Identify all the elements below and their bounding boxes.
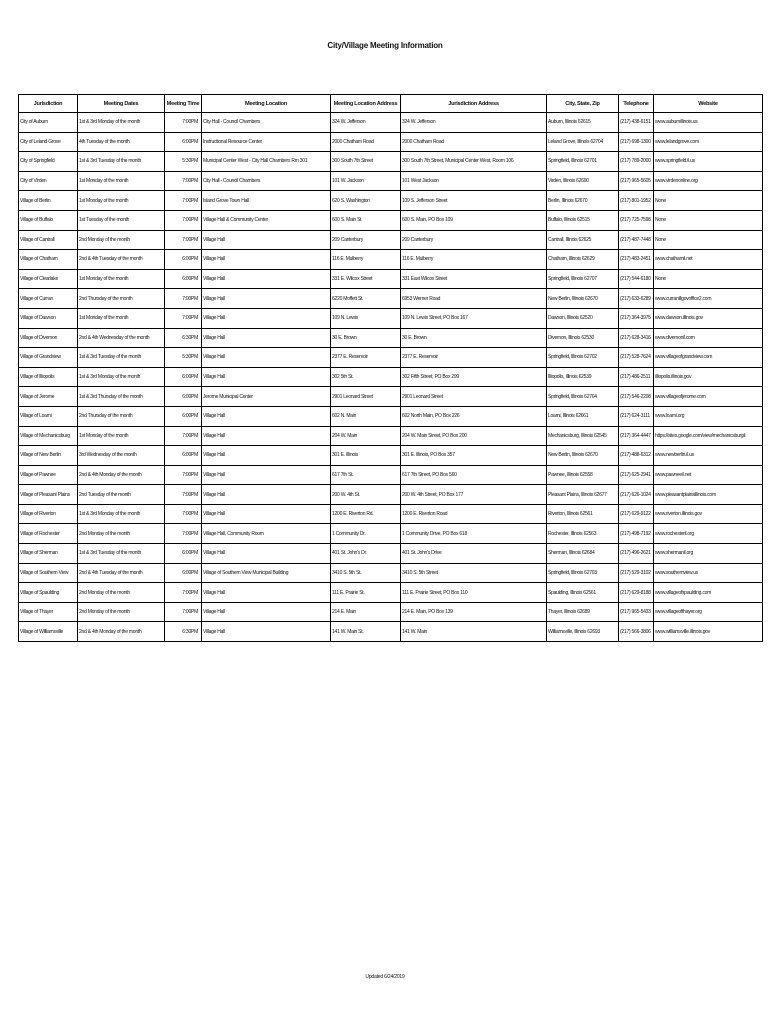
meeting-location-cell: Village Hall [202,308,331,328]
meeting-dates-cell: 1st & 3rd Monday of the month [78,113,165,133]
website-cell: www.pawneeil.net [654,465,763,485]
jurisdiction-address-cell: 602 North Main, PO Box 226 [401,406,547,426]
meeting-time-cell: 6:00PM [165,269,202,289]
table-row [19,113,763,133]
jurisdiction-cell: Village of Mechanicsburg [19,426,78,446]
table-row [19,269,763,289]
jurisdiction-address-cell: 301 E. Illinois, PO Box 357 [401,446,547,466]
meeting-dates-cell: 1st & 3rd Tuesday of the month [78,544,165,564]
jurisdiction-address-cell: 331 East Wilcox Street [401,269,547,289]
meeting-location-cell: Village Hall [202,583,331,603]
website-cell: www.pleasantplainsillinois.com [654,485,763,505]
meeting-time-cell: 7:00PM [165,210,202,230]
table-row [19,348,763,368]
meeting-address-cell: 111 E. Prairie St. [331,583,401,603]
meeting-address-cell: 214 E. Main [331,602,401,622]
meeting-dates-cell: 1st Monday of the month [78,171,165,191]
city-state-zip-cell: Thayer, Illinois 62689 [547,602,619,622]
city-state-zip-cell: Leland Grove, Illinois 62704 [547,132,619,152]
meeting-location-cell: Village Hall [202,622,331,642]
telephone-cell: (217) 725-7598 [619,210,654,230]
meeting-time-cell: 7:00PM [165,504,202,524]
city-state-zip-cell: Williamsville, Illinois 62693 [547,622,619,642]
meeting-time-cell: 6:00PM [165,250,202,270]
jurisdiction-address-cell: 324 W. Jefferson [401,113,547,133]
jurisdiction-cell: Village of Grandview [19,348,78,368]
meeting-location-cell: Municipal Center West - City Hall Chambers Rm 301 [202,152,331,172]
meeting-address-cell: 324 W. Jefferson [331,113,401,133]
meeting-time-cell: 7:00PM [165,485,202,505]
website-cell: None [654,269,763,289]
telephone-cell: (217) 488-6312 [619,446,654,466]
meeting-time-cell: 6:00PM [165,387,202,407]
city-state-zip-cell: Illiopolis, Illinois 62539 [547,367,619,387]
jurisdiction-address-cell: 6953 Werner Road [401,289,547,309]
jurisdiction-address-cell: 204 W. Main Street, PO Box 200 [401,426,547,446]
meeting-location-cell: Village Hall [202,544,331,564]
meeting-table [18,94,763,642]
website-cell: www.loami.org [654,406,763,426]
jurisdiction-cell: Village of Curran [19,289,78,309]
meeting-time-cell: 7:00PM [165,426,202,446]
updated-footer: Updated 6/24/2019 [365,974,405,980]
meeting-time-cell: 6:30PM [165,622,202,642]
jurisdiction-cell: City of Auburn [19,113,78,133]
website-cell: www.villageofjerome.com [654,387,763,407]
jurisdiction-cell: Village of Thayer [19,602,78,622]
meeting-address-cell: 600 S. Main St [331,210,401,230]
meeting-location-cell: City Hall - Council Chambers [202,171,331,191]
meeting-dates-cell: 1st Monday of the month [78,191,165,211]
jurisdiction-address-cell: 214 E. Main, PO Box 139 [401,602,547,622]
city-state-zip-cell: Springfield, Illinois 62707 [547,269,619,289]
website-cell: www.chathamil.net [654,250,763,270]
meeting-location-cell: City Hall - Council Chambers [202,113,331,133]
header-row [19,95,763,113]
jurisdiction-cell: Village of Chatham [19,250,78,270]
meeting-time-cell: 7:00PM [165,583,202,603]
jurisdiction-cell: Village of Pawnee [19,465,78,485]
city-state-zip-cell: New Berlin, Illinois 62670 [547,289,619,309]
meeting-address-cell: 2901 Leonard Street [331,387,401,407]
meeting-dates-cell: 1st & 3rd Monday of the month [78,504,165,524]
website-cell: www.divernonil.com [654,328,763,348]
meeting-location-cell: Village Hall [202,406,331,426]
table-row [19,387,763,407]
meeting-dates-cell: 1st Monday of the month [78,308,165,328]
meeting-address-cell: 209 Canterbury [331,230,401,250]
column-header: Meeting Time [165,95,202,113]
meeting-dates-cell: 2nd & 4th Tuesday of the month [78,563,165,583]
jurisdiction-cell: Village of Southern View [19,563,78,583]
city-state-zip-cell: Divernon, Illinois 62530 [547,328,619,348]
meeting-time-cell: 7:00PM [165,171,202,191]
meeting-dates-cell: 2nd Monday of the month [78,602,165,622]
city-state-zip-cell: Springfield, Illinois 62702 [547,348,619,368]
jurisdiction-address-cell: 116 E. Mulberry [401,250,547,270]
jurisdiction-address-cell: 2000 Chatham Road [401,132,547,152]
table-row [19,191,763,211]
jurisdiction-cell: Village of Pleasant Plains [19,485,78,505]
table-row [19,485,763,505]
meeting-dates-cell: 1st & 3rd Tuesday of the month [78,152,165,172]
website-cell: www.williamsville.illinois.gov [654,622,763,642]
telephone-cell: (217) 629-9122 [619,504,654,524]
telephone-cell: (217) 529-3102 [619,563,654,583]
column-header: City, State, Zip [547,95,619,113]
website-cell: www.curranillgovoffice2.com [654,289,763,309]
meeting-dates-cell: 1st & 3rd Tuesday of the month [78,348,165,368]
meeting-dates-cell: 1st & 3rd Thursday of the month [78,387,165,407]
meeting-address-cell: 204 W. Main [331,426,401,446]
table-row [19,583,763,603]
telephone-cell: (217) 624-3111 [619,406,654,426]
meeting-address-cell: 6220 Moffett St. [331,289,401,309]
meeting-address-cell: 2000 Chatham Road [331,132,401,152]
jurisdiction-cell: Village of Sherman [19,544,78,564]
meeting-location-cell: Village Hall [202,367,331,387]
meeting-dates-cell: 2nd Thursday of the month [78,289,165,309]
meeting-location-cell: Village Hall [202,426,331,446]
meeting-dates-cell: 3rd Wednesday of the month [78,446,165,466]
telephone-cell: (217) 364-4447 [619,426,654,446]
jurisdiction-cell: City of Leland Grove [19,132,78,152]
jurisdiction-address-cell: 401 St. John's Drive [401,544,547,564]
table-row [19,367,763,387]
meeting-time-cell: 7:00PM [165,289,202,309]
city-state-zip-cell: Buffalo, Illinois 62515 [547,210,619,230]
meeting-dates-cell: 2nd & 4th Monday of the month [78,465,165,485]
city-state-zip-cell: Cantrall, Illinois 62625 [547,230,619,250]
city-state-zip-cell: Dawson, Illinois 62520 [547,308,619,328]
website-cell: None [654,210,763,230]
meeting-address-cell: 331 E. Wilcox Street [331,269,401,289]
website-cell: www.southernview.us [654,563,763,583]
meeting-dates-cell: 1st Tuesday of the month [78,210,165,230]
meeting-time-cell: 6:00PM [165,563,202,583]
jurisdiction-address-cell: 200 W. 4th Street, PO Box 177 [401,485,547,505]
telephone-cell: (217) 566-3806 [619,622,654,642]
website-cell: www.dawson.illinois.gov [654,308,763,328]
meeting-address-cell: 300 South 7th Street [331,152,401,172]
website-cell: www.rochesteril.org [654,524,763,544]
city-state-zip-cell: Chatham, Illinois 62629 [547,250,619,270]
table-row [19,289,763,309]
meeting-time-cell: 5:30PM [165,152,202,172]
jurisdiction-address-cell: 209 Canterbury [401,230,547,250]
telephone-cell: (217) 801-1952 [619,191,654,211]
website-cell: illiopolis.illinois.gov [654,367,763,387]
table-row [19,446,763,466]
jurisdiction-cell: Village of Cantrall [19,230,78,250]
meeting-time-cell: 6:00PM [165,132,202,152]
meeting-location-cell: Instructional Resource Center [202,132,331,152]
website-cell: None [654,191,763,211]
meeting-dates-cell: 1st Monday of the month [78,269,165,289]
jurisdiction-address-cell: 2901 Leonard Street [401,387,547,407]
city-state-zip-cell: Virden, Illinois 62690 [547,171,619,191]
meeting-address-cell: 109 N. Lewis [331,308,401,328]
jurisdiction-cell: Village of Buffalo [19,210,78,230]
column-header: Jurisdiction [19,95,78,113]
website-cell: None [654,230,763,250]
telephone-cell: (217) 487-7448 [619,230,654,250]
meeting-address-cell: 620 S. Washington [331,191,401,211]
city-state-zip-cell: Auburn, Illinois 62615 [547,113,619,133]
website-cell: www.villageofgrandview.com [654,348,763,368]
jurisdiction-address-cell: 300 South 7th Street, Municipal Center West, Room 106 [401,152,547,172]
city-state-zip-cell: Berlin, Illinois 62670 [547,191,619,211]
jurisdiction-address-cell: 1 Community Drive, PO Box 618 [401,524,547,544]
table-row [19,132,763,152]
column-header: Meeting Location [202,95,331,113]
telephone-cell: (217) 546-2208 [619,387,654,407]
table-row [19,171,763,191]
table-row [19,230,763,250]
meeting-time-cell: 7:00PM [165,524,202,544]
website-cell: www.villageofspaulding.com [654,583,763,603]
table-row [19,465,763,485]
table-body [19,113,763,642]
telephone-cell: (217) 364-3975 [619,308,654,328]
meeting-dates-cell: 2nd & 4th Tuesday of the month [78,250,165,270]
jurisdiction-cell: Village of Jerome [19,387,78,407]
meeting-address-cell: 141 W. Main St. [331,622,401,642]
table-row [19,308,763,328]
telephone-cell: (217) 965-5605 [619,171,654,191]
meeting-dates-cell: 2nd Tuesday of the month [78,485,165,505]
meeting-location-cell: Village Hall [202,230,331,250]
telephone-cell: (217) 438-6151 [619,113,654,133]
meeting-location-cell: Village Hall [202,289,331,309]
jurisdiction-address-cell: 2377 E. Reservoir [401,348,547,368]
meeting-time-cell: 7:00PM [165,230,202,250]
city-state-zip-cell: Sherman, Illinois 62684 [547,544,619,564]
city-state-zip-cell: New Berlin, Illinois 62670 [547,446,619,466]
city-state-zip-cell: Pawnee, Illinois 62558 [547,465,619,485]
meeting-location-cell: Village of Southern View Municipal Building [202,563,331,583]
jurisdiction-cell: City of Springfield [19,152,78,172]
meeting-dates-cell: 2nd Monday of the month [78,583,165,603]
city-state-zip-cell: Springfield, Illinois 62703 [547,563,619,583]
website-cell: www.springfield.il.us [654,152,763,172]
meeting-dates-cell: 2nd & 4th Wednesday of the month [78,328,165,348]
jurisdiction-address-cell: 1200 E. Riverton Road [401,504,547,524]
telephone-cell: (217) 628-3416 [619,328,654,348]
telephone-cell: (217) 496-2621 [619,544,654,564]
column-header: Jurisdiction Address [401,95,547,113]
table-row [19,210,763,230]
telephone-cell: (217) 789-2000 [619,152,654,172]
city-state-zip-cell: Rochester, Illinois 62563 [547,524,619,544]
city-state-zip-cell: Spaulding, Illinois 62561 [547,583,619,603]
meeting-address-cell: 602 N. Main [331,406,401,426]
telephone-cell: (217) 633-6289 [619,289,654,309]
table-row [19,328,763,348]
telephone-cell: (217) 965-5433 [619,602,654,622]
jurisdiction-address-cell: 141 W. Main [401,622,547,642]
telephone-cell: (217) 698-1300 [619,132,654,152]
meeting-location-cell: Village Hall, Community Room [202,524,331,544]
meeting-dates-cell: 2nd Thursday of the month [78,406,165,426]
column-header: Website [654,95,763,113]
jurisdiction-cell: City of Virden [19,171,78,191]
meeting-dates-cell: 1st Monday of the month [78,426,165,446]
meeting-time-cell: 7:00PM [165,465,202,485]
meeting-location-cell: Village Hall [202,465,331,485]
meeting-location-cell: Village Hall [202,328,331,348]
meeting-address-cell: 302 5th St. [331,367,401,387]
meeting-address-cell: 401 St. John's Dr. [331,544,401,564]
meeting-location-cell: Village Hall [202,348,331,368]
column-header: Meeting Location Address [331,95,401,113]
meeting-address-cell: 1 Community Dr. [331,524,401,544]
telephone-cell: (217) 486-2511 [619,367,654,387]
jurisdiction-cell: Village of Clearlake [19,269,78,289]
website-cell: www.lelandgrove.com [654,132,763,152]
telephone-cell: (217) 483-2451 [619,250,654,270]
jurisdiction-address-cell: 617 7th Street, PO Box 560 [401,465,547,485]
website-cell: www.auburnillinois.us [654,113,763,133]
jurisdiction-cell: Village of Dawson [19,308,78,328]
jurisdiction-address-cell: 302 Fifth Street, PO Box 299 [401,367,547,387]
jurisdiction-address-cell: 3410 S. 5th Street [401,563,547,583]
website-cell: https://sites.google.com/view/mechanicsburgil [654,426,763,446]
city-state-zip-cell: Mechanicsburg, Illinois 62545 [547,426,619,446]
meeting-address-cell: 617 7th St. [331,465,401,485]
jurisdiction-address-cell: 109 S. Jefferson Street [401,191,547,211]
telephone-cell: (217) 498-7192 [619,524,654,544]
meeting-dates-cell: 2nd Monday of the month [78,524,165,544]
website-cell: www.riverton.illinois.gov [654,504,763,524]
table-row [19,524,763,544]
jurisdiction-address-cell: 111 E. Prairie Street, PO Box 110 [401,583,547,603]
column-header: Telephone [619,95,654,113]
city-state-zip-cell: Riverton, Illinois 62561 [547,504,619,524]
table-row [19,602,763,622]
meeting-location-cell: Jerome Municipal Center [202,387,331,407]
meeting-location-cell: Village Hall [202,269,331,289]
jurisdiction-cell: Village of Illiopolis [19,367,78,387]
meeting-time-cell: 6:00PM [165,367,202,387]
meeting-dates-cell: 2nd & 4th Monday of the month [78,622,165,642]
meeting-dates-cell: 4th Tuesday of the month [78,132,165,152]
jurisdiction-cell: Village of Williamsville [19,622,78,642]
jurisdiction-cell: Village of Loami [19,406,78,426]
website-cell: www.villageofthayer.org [654,602,763,622]
meeting-address-cell: 116 E. Mulberry [331,250,401,270]
table-row [19,250,763,270]
meeting-location-cell: Village Hall [202,602,331,622]
meeting-address-cell: 200 W. 4th St. [331,485,401,505]
website-cell: www.virdenonline.org [654,171,763,191]
jurisdiction-cell: Village of Rochester [19,524,78,544]
website-cell: www.shermanil.org [654,544,763,564]
table-row [19,152,763,172]
website-cell: www.newberlin.il.us [654,446,763,466]
city-state-zip-cell: Loami, Illinois 62661 [547,406,619,426]
meeting-address-cell: 30 E. Brown [331,328,401,348]
meeting-time-cell: 7:00PM [165,308,202,328]
meeting-time-cell: 7:00PM [165,191,202,211]
telephone-cell: (217) 626-1024 [619,485,654,505]
meeting-time-cell: 7:00PM [165,602,202,622]
table-row [19,504,763,524]
jurisdiction-cell: Village of New Berlin [19,446,78,466]
jurisdiction-cell: Village of Riverton [19,504,78,524]
meeting-time-cell: 7:00PM [165,113,202,133]
meeting-location-cell: Village Hall [202,485,331,505]
jurisdiction-address-cell: 109 N. Lewis Street, PO Box 167 [401,308,547,328]
meeting-address-cell: 301 E. Illinois [331,446,401,466]
meeting-location-cell: Village Hall [202,446,331,466]
jurisdiction-cell: Village of Spaulding [19,583,78,603]
meeting-dates-cell: 1st & 3rd Monday of the month [78,367,165,387]
meeting-time-cell: 6:00PM [165,406,202,426]
meeting-address-cell: 101 W. Jackson [331,171,401,191]
table-row [19,544,763,564]
telephone-cell: (217) 528-7624 [619,348,654,368]
city-state-zip-cell: Pleasant Plains, Illinois 62677 [547,485,619,505]
meeting-location-cell: Village Hall [202,250,331,270]
table-row [19,563,763,583]
jurisdiction-cell: Village of Berlin [19,191,78,211]
table-row [19,426,763,446]
telephone-cell: (217) 544-6180 [619,269,654,289]
jurisdiction-cell: Village of Divernon [19,328,78,348]
meeting-address-cell: 3410 S. 5th St. [331,563,401,583]
meeting-location-cell: Island Grove Town Hall [202,191,331,211]
telephone-cell: (217) 625-2941 [619,465,654,485]
meeting-time-cell: 6:00PM [165,544,202,564]
meeting-address-cell: 1200 E. Riverton Rd. [331,504,401,524]
column-header: Meeting Dates [78,95,165,113]
jurisdiction-address-cell: 101 West Jackson [401,171,547,191]
table-row [19,406,763,426]
meeting-location-cell: Village Hall & Community Center [202,210,331,230]
meeting-time-cell: 6:30PM [165,328,202,348]
page-title: City/Village Meeting Information [327,41,443,50]
city-state-zip-cell: Springfield, Illinois 62704 [547,387,619,407]
jurisdiction-address-cell: 30 E. Brown [401,328,547,348]
city-state-zip-cell: Springfield, Illinois 62701 [547,152,619,172]
meeting-dates-cell: 2nd Monday of the month [78,230,165,250]
jurisdiction-address-cell: 600 S. Main, PO Box 109 [401,210,547,230]
meeting-time-cell: 6:00PM [165,446,202,466]
telephone-cell: (217) 629-8188 [619,583,654,603]
meeting-address-cell: 2377 E. Reservoir [331,348,401,368]
meeting-time-cell: 5:30PM [165,348,202,368]
table-row [19,622,763,642]
meeting-location-cell: Village Hall [202,504,331,524]
